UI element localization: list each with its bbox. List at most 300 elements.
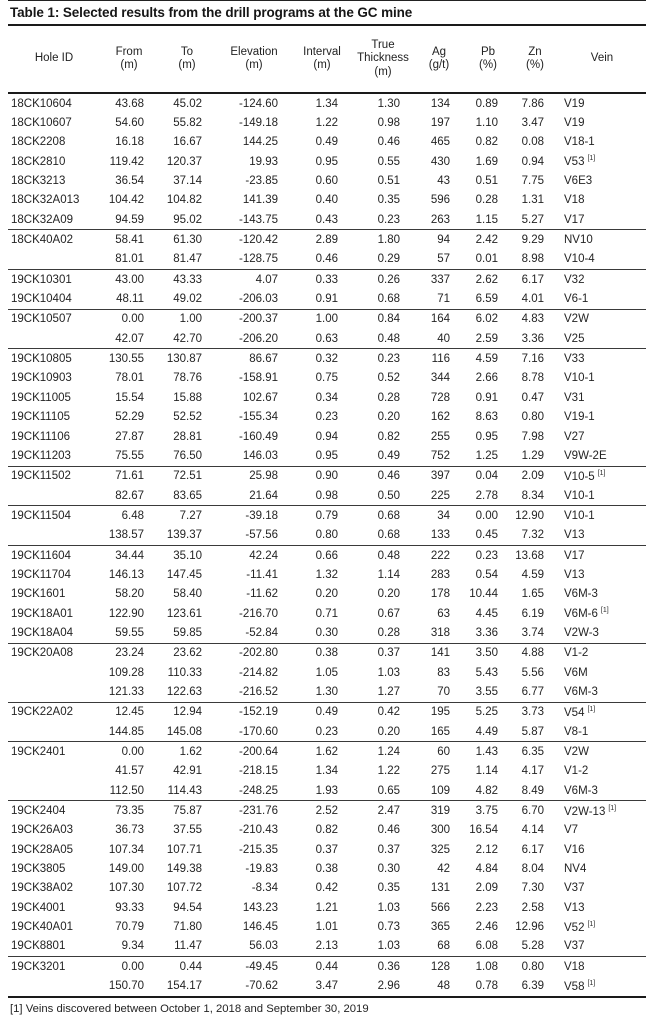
- cell-vein: V6M-3: [564, 685, 598, 698]
- cell-vein: V17: [558, 545, 646, 565]
- cell-interval: 0.30: [315, 626, 338, 639]
- cell-from_m: 73.35: [100, 801, 158, 821]
- cell-hole_id: 19CK11504: [8, 506, 100, 526]
- cell-interval: 0.34: [315, 391, 338, 404]
- cell-ag: 365: [430, 921, 450, 934]
- cell-from_m: 0.00: [100, 309, 158, 329]
- cell-thickness: 0.30: [377, 863, 400, 876]
- cell-interval: 0.75: [315, 372, 338, 385]
- cell-zn: 6.70: [512, 801, 558, 821]
- cell-zn: 6.17: [512, 270, 558, 290]
- cell-interval: 1.62: [292, 742, 352, 762]
- cell-vein: V58 [1]: [564, 979, 596, 993]
- cell-pb: 3.75: [464, 801, 512, 821]
- cell-ag: 263: [430, 213, 450, 226]
- cell-hole_id: 18CK10604: [11, 97, 72, 110]
- cell-hole_id: [8, 250, 100, 270]
- cell-interval: 1.22: [315, 117, 338, 130]
- cell-to_m: 107.71: [166, 843, 202, 856]
- cell-zn: 7.30: [521, 882, 544, 895]
- cell-thickness: 1.30: [377, 97, 400, 110]
- cell-zn: 4.17: [521, 765, 544, 778]
- cell-to_m: 78.76: [173, 372, 202, 385]
- cell-from_m: 149.00: [108, 863, 144, 876]
- cell-from_m: 48.11: [116, 293, 144, 306]
- cell-pb: 1.25: [475, 449, 498, 462]
- table-row: [8, 171, 646, 190]
- table-row: [8, 821, 646, 840]
- cell-pb: 0.95: [475, 430, 498, 443]
- cell-to_m: 37.55: [173, 824, 202, 837]
- cell-to_m: 52.52: [173, 411, 202, 424]
- cell-ag: 40: [437, 332, 450, 345]
- cell-ag: 34: [414, 506, 464, 526]
- table-row: [8, 289, 646, 309]
- cell-vein: V10-1: [558, 506, 646, 526]
- column-header-elevation: Elevation (m): [216, 26, 292, 93]
- cell-pb: 0.82: [475, 136, 498, 149]
- table-row: [8, 506, 646, 526]
- cell-ag: 283: [430, 568, 450, 581]
- cell-zn: 0.80: [521, 411, 544, 424]
- table-row: [8, 623, 646, 643]
- cell-to_m: 12.94: [158, 702, 216, 722]
- cell-to_m: 16.67: [173, 136, 202, 149]
- cell-zn: 7.75: [521, 175, 544, 188]
- cell-interval: 0.63: [315, 332, 338, 345]
- cell-from_m: 109.28: [108, 666, 144, 679]
- cell-pb: 1.43: [464, 742, 512, 762]
- cell-to_m: 122.63: [166, 685, 202, 698]
- cell-from_m: 122.90: [108, 607, 144, 620]
- cell-from_m: 94.59: [115, 213, 144, 226]
- cell-vein: V10-4: [564, 253, 595, 266]
- cell-vein: V18: [558, 957, 646, 977]
- column-header-vein: Vein: [558, 26, 646, 93]
- table-row: [8, 898, 646, 917]
- cell-vein: V27: [564, 430, 585, 443]
- cell-thickness: 0.20: [377, 588, 400, 601]
- footnote-marker: [1]: [587, 920, 596, 928]
- cell-interval: 0.38: [292, 643, 352, 663]
- cell-elevation: -120.42: [216, 230, 292, 250]
- table-row: [8, 446, 646, 466]
- cell-thickness: 1.03: [377, 901, 400, 914]
- cell-to_m: 35.10: [158, 545, 216, 565]
- cell-elevation: -170.60: [238, 725, 278, 738]
- cell-from_m: 16.18: [115, 136, 144, 149]
- cell-interval: 0.33: [292, 270, 352, 290]
- cell-ag: 68: [437, 940, 450, 953]
- cell-hole_id: 18CK32A013: [11, 194, 80, 207]
- cell-elevation: -39.18: [216, 506, 292, 526]
- cell-vein: V13: [564, 568, 585, 581]
- footnote-marker: [1]: [600, 607, 609, 615]
- cell-to_m: 11.47: [174, 940, 202, 953]
- table-row: [8, 781, 646, 801]
- cell-thickness: 1.80: [352, 230, 414, 250]
- cell-hole_id: 18CK32A09: [11, 213, 74, 226]
- cell-hole_id: [8, 329, 100, 349]
- cell-interval: 0.66: [292, 545, 352, 565]
- cell-from_m: 81.01: [115, 253, 144, 266]
- cell-vein: V32: [558, 270, 646, 290]
- column-header-pb: Pb (%): [464, 26, 512, 93]
- cell-thickness: 0.52: [377, 372, 400, 385]
- cell-from_m: 41.57: [115, 765, 144, 778]
- cell-interval: 0.90: [292, 466, 352, 486]
- cell-thickness: 0.48: [377, 332, 400, 345]
- cell-vein: V10-1: [564, 489, 595, 502]
- cell-pb: 0.89: [475, 97, 498, 110]
- cell-vein: V1-2: [558, 643, 646, 663]
- cell-hole_id: 19CK4001: [11, 901, 66, 914]
- cell-pb: 5.43: [475, 666, 498, 679]
- cell-thickness: 0.46: [377, 824, 400, 837]
- cell-pb: 2.59: [475, 332, 498, 345]
- cell-interval: 1.34: [315, 765, 338, 778]
- cell-hole_id: [8, 526, 100, 546]
- cell-ag: 275: [430, 765, 450, 778]
- cell-interval: 1.01: [315, 921, 338, 934]
- cell-pb: 10.44: [469, 588, 498, 601]
- cell-ag: 116: [414, 349, 464, 369]
- cell-ag: 48: [437, 980, 450, 993]
- cell-zn: 0.80: [512, 957, 558, 977]
- cell-from_m: 15.54: [115, 391, 144, 404]
- cell-to_m: 1.62: [158, 742, 216, 762]
- cell-pb: 8.63: [475, 411, 498, 424]
- cell-from_m: 36.73: [115, 824, 144, 837]
- cell-ag: 465: [430, 136, 450, 149]
- cell-pb: 2.78: [475, 489, 498, 502]
- table-row: [8, 210, 646, 230]
- cell-from_m: 42.07: [115, 332, 144, 345]
- cell-from_m: 36.54: [115, 175, 144, 188]
- cell-ag: 596: [430, 194, 450, 207]
- cell-hole_id: [8, 781, 100, 801]
- cell-from_m: 0.00: [100, 742, 158, 762]
- table-row: [8, 663, 646, 682]
- cell-hole_id: 19CK40A01: [11, 921, 74, 934]
- cell-interval: 1.34: [315, 97, 338, 110]
- table-title: Table 1: Selected results from the drill programs at the GC mine: [10, 5, 413, 20]
- cell-from_m: 9.34: [121, 940, 144, 953]
- cell-pb: 2.42: [464, 230, 512, 250]
- cell-vein: V2W-13 [1]: [558, 801, 646, 821]
- cell-hole_id: 19CK11005: [11, 391, 71, 404]
- cell-from_m: 75.55: [115, 449, 144, 462]
- cell-zn: 3.74: [521, 626, 544, 639]
- cell-from_m: 58.41: [100, 230, 158, 250]
- cell-thickness: 0.48: [352, 545, 414, 565]
- cell-pb: 4.49: [475, 725, 498, 738]
- cell-elevation: 4.07: [216, 270, 292, 290]
- cell-pb: 1.10: [475, 117, 498, 130]
- cell-thickness: 0.82: [377, 430, 400, 443]
- cell-elevation: -200.37: [216, 309, 292, 329]
- cell-hole_id: 19CK22A02: [8, 702, 100, 722]
- cell-elevation: -49.45: [216, 957, 292, 977]
- cell-hole_id: 19CK38A02: [11, 882, 74, 895]
- cell-zn: 12.90: [512, 506, 558, 526]
- cell-hole_id: 19CK11604: [8, 545, 100, 565]
- cell-vein: V19: [564, 97, 585, 110]
- cell-vein: V13: [564, 529, 585, 542]
- cell-zn: 8.78: [521, 372, 544, 385]
- table-row: [8, 388, 646, 407]
- cell-hole_id: 18CK2810: [11, 155, 66, 168]
- cell-ag: 728: [430, 391, 450, 404]
- cell-hole_id: 19CK2404: [8, 801, 100, 821]
- cell-elevation: 146.45: [242, 921, 278, 934]
- cell-vein: V16: [564, 843, 585, 856]
- cell-thickness: 0.50: [377, 489, 400, 502]
- cell-pb: 0.45: [475, 529, 498, 542]
- table-row: [8, 937, 646, 957]
- cell-thickness: 2.47: [352, 801, 414, 821]
- cell-hole_id: 19CK11704: [11, 568, 71, 581]
- cell-hole_id: [8, 682, 100, 702]
- cell-to_m: 59.85: [173, 626, 202, 639]
- cell-interval: 0.49: [315, 136, 338, 149]
- cell-ag: 225: [430, 489, 450, 502]
- table-row: [8, 270, 646, 290]
- cell-from_m: 130.55: [100, 349, 158, 369]
- cell-zn: 7.86: [521, 97, 544, 110]
- cell-ag: 133: [430, 529, 450, 542]
- cell-ag: 162: [430, 411, 450, 424]
- cell-hole_id: 19CK26A03: [11, 824, 74, 837]
- cell-to_m: 72.51: [158, 466, 216, 486]
- cell-ag: 222: [414, 545, 464, 565]
- cell-pb: 5.25: [464, 702, 512, 722]
- cell-elevation: -152.19: [216, 702, 292, 722]
- cell-vein: V37: [564, 940, 585, 953]
- cell-elevation: 25.98: [216, 466, 292, 486]
- cell-thickness: 0.20: [377, 725, 400, 738]
- cell-ag: 752: [430, 449, 450, 462]
- cell-zn: 7.32: [521, 529, 544, 542]
- cell-thickness: 0.29: [377, 253, 400, 266]
- cell-to_m: 154.17: [166, 980, 202, 993]
- cell-to_m: 149.38: [166, 863, 202, 876]
- cell-thickness: 1.03: [377, 940, 400, 953]
- cell-pb: 0.28: [475, 194, 498, 207]
- cell-vein: V10-5 [1]: [558, 466, 646, 486]
- cell-to_m: 81.47: [173, 253, 202, 266]
- cell-hole_id: 19CK20A08: [8, 643, 100, 663]
- cell-to_m: 37.14: [173, 175, 202, 188]
- footnote-marker: [1]: [608, 804, 617, 812]
- cell-pb: 1.15: [475, 213, 498, 226]
- cell-pb: 16.54: [469, 824, 498, 837]
- cell-pb: 1.69: [475, 155, 498, 168]
- cell-pb: 3.55: [475, 685, 498, 698]
- column-header-interval: Interval (m): [292, 26, 352, 93]
- cell-ag: 128: [414, 957, 464, 977]
- cell-hole_id: 19CK18A04: [11, 626, 74, 639]
- cell-thickness: 0.68: [377, 293, 400, 306]
- cell-zn: 8.98: [521, 253, 544, 266]
- cell-interval: 0.37: [315, 843, 338, 856]
- cell-vein: V6M-3: [564, 588, 598, 601]
- cell-from_m: 0.00: [100, 957, 158, 977]
- cell-elevation: -19.83: [245, 863, 278, 876]
- cell-ag: 70: [437, 685, 450, 698]
- cell-pb: 2.23: [475, 901, 498, 914]
- cell-interval: 0.32: [292, 349, 352, 369]
- cell-vein: V13: [564, 901, 585, 914]
- cell-vein: V10-1: [564, 372, 595, 385]
- cell-vein: V54 [1]: [558, 702, 646, 722]
- cell-zn: 0.47: [521, 391, 544, 404]
- table-row: [8, 742, 646, 762]
- table-row: [8, 427, 646, 446]
- cell-elevation: 143.23: [242, 901, 278, 914]
- cell-ag: 318: [430, 626, 450, 639]
- cell-thickness: 0.49: [377, 449, 400, 462]
- cell-thickness: 0.73: [377, 921, 400, 934]
- cell-zn: 12.96: [515, 921, 544, 934]
- cell-zn: 6.39: [521, 980, 544, 993]
- cell-from_m: 82.67: [115, 489, 144, 502]
- cell-ag: 325: [430, 843, 450, 856]
- cell-ag: 71: [437, 293, 450, 306]
- table-row: [8, 722, 646, 742]
- footnote-marker: [1]: [597, 469, 606, 477]
- cell-hole_id: 19CK18A01: [11, 607, 74, 620]
- table-row: [8, 801, 646, 821]
- cell-elevation: -149.18: [238, 117, 278, 130]
- cell-thickness: 0.55: [377, 155, 400, 168]
- cell-from_m: 27.87: [115, 430, 144, 443]
- cell-elevation: 19.93: [249, 155, 278, 168]
- cell-to_m: 49.02: [173, 293, 202, 306]
- cell-elevation: -143.75: [238, 213, 278, 226]
- cell-interval: 2.13: [315, 940, 338, 953]
- cell-hole_id: 19CK1601: [11, 588, 66, 601]
- cell-from_m: 6.48: [100, 506, 158, 526]
- cell-hole_id: 19CK10404: [11, 293, 72, 306]
- table-row: [8, 486, 646, 506]
- cell-vein: V8-1: [564, 725, 589, 738]
- cell-from_m: 146.13: [108, 568, 144, 581]
- cell-to_m: 76.50: [173, 449, 202, 462]
- cell-hole_id: 18CK10607: [11, 117, 72, 130]
- cell-from_m: 119.42: [109, 155, 144, 168]
- cell-ag: 63: [437, 607, 450, 620]
- cell-vein: V19-1: [564, 411, 595, 424]
- cell-hole_id: 19CK11106: [11, 430, 71, 443]
- cell-zn: 5.56: [521, 666, 544, 679]
- cell-ag: 319: [414, 801, 464, 821]
- table-row: [8, 976, 646, 996]
- cell-from_m: 52.29: [115, 411, 144, 424]
- cell-to_m: 94.54: [173, 901, 202, 914]
- cell-thickness: 0.23: [377, 213, 400, 226]
- cell-ag: 134: [430, 97, 450, 110]
- cell-pb: 0.51: [475, 175, 498, 188]
- cell-vein: V6E3: [564, 175, 593, 188]
- column-header-zn: Zn (%): [512, 26, 558, 93]
- cell-elevation: -57.56: [245, 529, 278, 542]
- cell-zn: 4.59: [521, 568, 544, 581]
- cell-from_m: 107.30: [108, 882, 144, 895]
- cell-interval: 3.47: [315, 980, 338, 993]
- cell-to_m: 45.02: [173, 97, 202, 110]
- cell-pb: 3.36: [475, 626, 498, 639]
- cell-pb: 2.09: [475, 882, 498, 895]
- cell-interval: 0.71: [315, 607, 338, 620]
- cell-hole_id: 18CK40A02: [8, 230, 100, 250]
- cell-hole_id: 19CK10507: [8, 309, 100, 329]
- cell-elevation: -23.85: [245, 175, 278, 188]
- cell-elevation: -206.03: [238, 293, 278, 306]
- cell-to_m: 114.43: [167, 784, 202, 797]
- cell-interval: 0.23: [315, 725, 338, 738]
- cell-to_m: 147.45: [166, 568, 202, 581]
- cell-ag: 141: [414, 643, 464, 663]
- cell-interval: 1.30: [315, 685, 338, 698]
- cell-zn: 5.27: [521, 213, 544, 226]
- cell-vein: V6M: [564, 666, 588, 679]
- cell-from_m: 34.44: [100, 545, 158, 565]
- table-row: [8, 840, 646, 859]
- cell-pb: 0.91: [475, 391, 498, 404]
- cell-ag: 255: [430, 430, 450, 443]
- cell-pb: 0.78: [475, 980, 498, 993]
- cell-thickness: 0.98: [377, 117, 400, 130]
- cell-to_m: 123.61: [166, 607, 202, 620]
- cell-thickness: 0.46: [352, 466, 414, 486]
- cell-vein: V6M-3: [564, 784, 598, 797]
- cell-to_m: 58.40: [173, 588, 202, 601]
- cell-thickness: 0.68: [377, 529, 400, 542]
- cell-hole_id: [8, 486, 100, 506]
- cell-ag: 300: [430, 824, 450, 837]
- cell-elevation: -210.43: [238, 824, 278, 837]
- cell-from_m: 54.60: [115, 117, 144, 130]
- cell-to_m: 130.87: [158, 349, 216, 369]
- cell-ag: 43: [437, 175, 450, 188]
- cell-interval: 0.42: [315, 882, 338, 895]
- cell-interval: 2.52: [292, 801, 352, 821]
- cell-to_m: 55.82: [173, 117, 202, 130]
- cell-hole_id: 19CK11105: [11, 411, 71, 424]
- cell-ag: 94: [414, 230, 464, 250]
- cell-hole_id: 19CK11203: [11, 449, 71, 462]
- cell-to_m: 7.27: [158, 506, 216, 526]
- cell-hole_id: 19CK2401: [8, 742, 100, 762]
- cell-ag: 430: [430, 155, 450, 168]
- cell-to_m: 120.37: [166, 155, 202, 168]
- cell-vein: V2W: [558, 742, 646, 762]
- cell-from_m: 112.50: [109, 784, 144, 797]
- cell-zn: 4.14: [521, 824, 544, 837]
- cell-hole_id: [8, 663, 100, 682]
- cell-zn: 5.28: [521, 940, 544, 953]
- cell-ag: 83: [437, 666, 450, 679]
- cell-elevation: -11.41: [246, 568, 278, 581]
- cell-zn: 9.29: [512, 230, 558, 250]
- cell-pb: 4.82: [475, 784, 498, 797]
- cell-from_m: 93.33: [115, 901, 144, 914]
- table-row: [8, 957, 646, 977]
- cell-thickness: 0.42: [352, 702, 414, 722]
- cell-from_m: 58.20: [115, 588, 144, 601]
- cell-zn: 2.58: [521, 901, 544, 914]
